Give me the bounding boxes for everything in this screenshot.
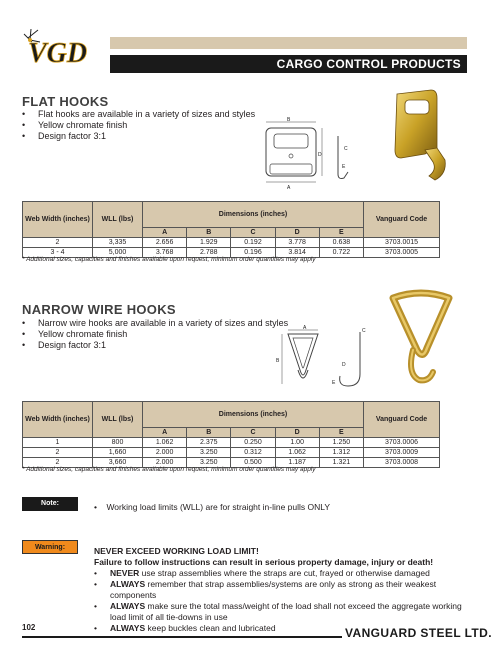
- note-text: • Working load limits (WLL) are for straight in-line pulls ONLY: [94, 502, 331, 512]
- warning-list: [94, 568, 464, 634]
- cell: 2: [23, 238, 93, 248]
- flat-hooks-footnote: * Additional sizes, capacities and finishes available upon request, minimum order quantities may apply: [22, 256, 316, 263]
- cell: 3,335: [93, 238, 143, 248]
- flat-hook-diagram: [258, 116, 358, 192]
- col-a: A: [143, 228, 187, 238]
- warning-strong: ALWAYS: [110, 601, 146, 611]
- dim-label-e: E: [342, 164, 346, 170]
- cell: 1.312: [319, 448, 363, 458]
- narrow-wire-hooks-footnote: * Additional sizes, capacities and finishes available upon request, minimum order quantities may apply: [22, 466, 316, 473]
- cell: 2.000: [143, 448, 187, 458]
- col-b: B: [187, 428, 231, 438]
- cell: 3 - 4: [23, 248, 93, 258]
- table-row: [23, 438, 440, 448]
- cell: 2.000: [143, 458, 187, 468]
- col-wll: WLL (lbs): [93, 402, 143, 438]
- wire-hook-photo: [383, 288, 459, 388]
- warning-text: make sure the total mass/weight of the load shall not exceed the aggregate working load limit of all tie-downs in use: [110, 601, 462, 622]
- cell: 3.814: [275, 248, 319, 258]
- dim-label-c: C: [362, 328, 366, 334]
- col-c: C: [231, 428, 275, 438]
- logo-text: VGD: [28, 38, 88, 66]
- cell: 0.500: [231, 458, 275, 468]
- cell: 3.250: [187, 458, 231, 468]
- col-web-width: Web Width (inches): [23, 202, 93, 238]
- dim-label-b: B: [287, 117, 291, 123]
- flat-hooks-table: [22, 201, 440, 258]
- page-title: CARGO CONTROL PRODUCTS: [276, 57, 461, 71]
- warning-headline: [94, 546, 433, 568]
- warning-strong: NEVER: [110, 568, 140, 578]
- flat-hooks-title: FLAT HOOKS: [22, 94, 109, 109]
- note-label: Note:: [22, 497, 78, 511]
- cell: 3703.0005: [364, 248, 440, 258]
- cell: 0.722: [319, 248, 363, 258]
- cell: 0.196: [231, 248, 275, 258]
- note-message: Working load limits (WLL) are for straight in-line pulls ONLY: [106, 502, 331, 512]
- dim-label-d: D: [318, 152, 322, 158]
- bullet-item: • Narrow wire hooks are available in a variety of sizes and styles: [22, 318, 288, 329]
- cell: 800: [93, 438, 143, 448]
- cell: 1: [23, 438, 93, 448]
- col-web-width: Web Width (inches): [23, 402, 93, 438]
- warning-text: use strap assemblies where the straps are cut, frayed or otherwise damaged: [139, 568, 430, 578]
- cell: 3703.0006: [364, 438, 440, 448]
- col-a: A: [143, 428, 187, 438]
- cell: 3,660: [93, 458, 143, 468]
- flat-hook-photo: [385, 88, 455, 184]
- cell: 1,660: [93, 448, 143, 458]
- bullet-item: • Yellow chromate finish: [22, 329, 288, 340]
- bullet-item: • Design factor 3:1: [22, 131, 255, 142]
- warning-strong: ALWAYS: [110, 623, 146, 633]
- header-tan-bar: [110, 37, 467, 49]
- footer-company-name: VANGUARD STEEL LTD.: [345, 626, 492, 640]
- col-code: Vanguard Code: [364, 402, 440, 438]
- cell: 1.00: [275, 438, 319, 448]
- cell: 3.778: [275, 238, 319, 248]
- cell: 3703.0008: [364, 458, 440, 468]
- warning-item: [94, 568, 464, 579]
- cell: 2: [23, 458, 93, 468]
- bullet-item: • Flat hooks are available in a variety of sizes and styles: [22, 109, 255, 120]
- table-row: [23, 448, 440, 458]
- cell: 1.929: [187, 238, 231, 248]
- narrow-wire-hooks-title: NARROW WIRE HOOKS: [22, 302, 176, 317]
- warning-headline-2: Failure to follow instructions can result in serious property damage, injury or death!: [94, 557, 434, 567]
- footer-rule: [22, 636, 342, 638]
- cell: 0.250: [231, 438, 275, 448]
- col-e: E: [319, 228, 363, 238]
- narrow-wire-hooks-bullets: [22, 318, 288, 351]
- bullet-item: • Yellow chromate finish: [22, 120, 255, 131]
- bullet-item: • Design factor 3:1: [22, 340, 288, 351]
- cell: 0.192: [231, 238, 275, 248]
- cell: 2.375: [187, 438, 231, 448]
- wire-hook-diagram: [268, 324, 378, 396]
- dim-label-e: E: [332, 380, 336, 386]
- header-title-bar: [110, 55, 467, 73]
- warning-strong: ALWAYS: [110, 579, 146, 589]
- warning-label: Warning:: [22, 540, 78, 554]
- dim-label-a: A: [303, 325, 307, 331]
- warning-headline-1: NEVER EXCEED WORKING LOAD LIMIT!: [94, 546, 259, 556]
- cell: 2.788: [187, 248, 231, 258]
- vgd-logo: [22, 28, 102, 66]
- page-number: 102: [22, 623, 36, 632]
- cell: 2.656: [143, 238, 187, 248]
- col-wll: WLL (lbs): [93, 202, 143, 238]
- col-dimensions: Dimensions (inches): [143, 202, 364, 228]
- col-d: D: [275, 428, 319, 438]
- dim-label-c: C: [344, 146, 348, 152]
- warning-item: [94, 601, 464, 623]
- col-b: B: [187, 228, 231, 238]
- warning-item: [94, 579, 464, 601]
- cell: 3703.0009: [364, 448, 440, 458]
- col-code: Vanguard Code: [364, 202, 440, 238]
- col-dimensions: Dimensions (inches): [143, 402, 364, 428]
- cell: 3.768: [143, 248, 187, 258]
- table-row: [23, 238, 440, 248]
- dim-label-a: A: [287, 185, 291, 191]
- cell: 0.638: [319, 238, 363, 248]
- col-e: E: [319, 428, 363, 438]
- cell: 3.250: [187, 448, 231, 458]
- dim-label-b: B: [276, 358, 280, 364]
- flat-hooks-bullets: [22, 109, 255, 142]
- cell: 1.062: [143, 438, 187, 448]
- cell: 1.321: [319, 458, 363, 468]
- cell: 2: [23, 448, 93, 458]
- cell: 5,000: [93, 248, 143, 258]
- col-c: C: [231, 228, 275, 238]
- warning-text: keep buckles clean and lubricated: [145, 623, 276, 633]
- cell: 1.187: [275, 458, 319, 468]
- cell: 1.250: [319, 438, 363, 448]
- narrow-wire-hooks-table: [22, 401, 440, 468]
- dim-label-d: D: [342, 362, 346, 368]
- col-d: D: [275, 228, 319, 238]
- warning-text: remember that strap assemblies/systems are only as strong as their weakest components: [110, 579, 437, 600]
- cell: 1.062: [275, 448, 319, 458]
- cell: 0.312: [231, 448, 275, 458]
- cell: 3703.0015: [364, 238, 440, 248]
